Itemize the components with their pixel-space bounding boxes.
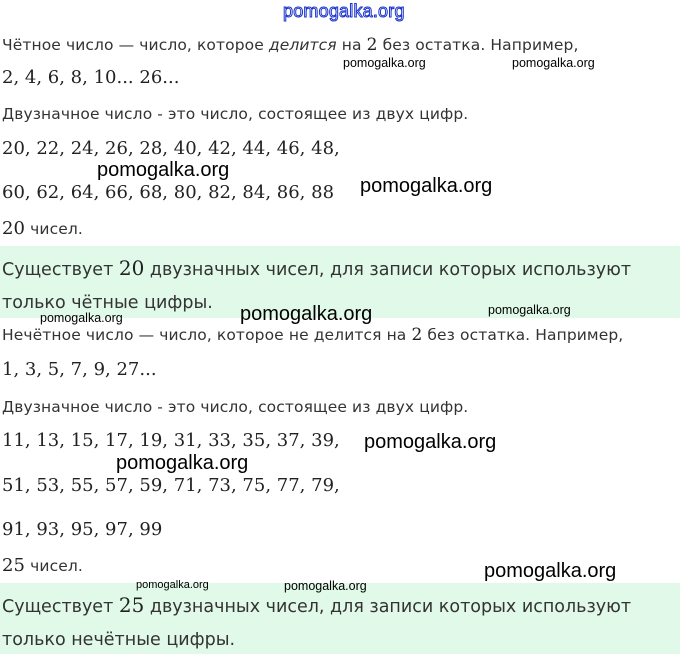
even-two-digit-definition: Двузначное число - это число, состоящее из двух цифр. (2, 105, 469, 123)
watermark: pomogalka.org (488, 303, 571, 317)
even-example: 2, 4, 6, 8, 10... 26... (2, 67, 180, 88)
watermark: pomogalka.org (343, 56, 426, 70)
even-count-word: чисел. (25, 220, 83, 238)
even-answer-num: 20 (118, 256, 145, 280)
odd-answer-line-2: только нечётные цифры. (2, 630, 236, 650)
even-answer-pre: Существует (2, 260, 119, 280)
even-answer-post: двузначных чисел, для записи которых используют (144, 260, 632, 280)
watermark: pomogalka.org (116, 452, 249, 474)
odd-definition (2, 325, 623, 345)
watermark: pomogalka.org (484, 560, 617, 582)
even-answer-line-2: только чётные цифры. (2, 293, 213, 313)
odd-numbers-row-2: 51, 53, 55, 57, 59, 71, 73, 75, 77, 79, (2, 475, 340, 496)
watermark: pomogalka.org (360, 175, 493, 197)
even-definition (2, 35, 579, 55)
even-numbers-row-1: 20, 22, 24, 26, 28, 40, 42, 44, 46, 48, (2, 138, 340, 159)
watermark: pomogalka.org (136, 579, 209, 591)
odd-def-prefix: Нечётное число — число, которое не делится на (2, 326, 412, 344)
watermark: pomogalka.org (40, 311, 123, 325)
odd-answer-post: двузначных чисел, для записи которых используют (144, 597, 632, 617)
even-def-mid: на (336, 36, 367, 54)
odd-numbers-row-3: 91, 93, 95, 97, 99 (2, 519, 163, 540)
even-def-em: делится (268, 36, 337, 54)
odd-def-num: 2 (411, 325, 423, 345)
even-def-suffix: без остатка. Например, (377, 36, 579, 54)
even-count (2, 218, 83, 239)
odd-count-num: 25 (2, 555, 26, 576)
even-numbers-row-2: 60, 62, 64, 66, 68, 80, 82, 84, 86, 88 (2, 182, 335, 203)
odd-answer-num: 25 (118, 593, 145, 617)
watermark: pomogalka.org (364, 431, 497, 453)
odd-example: 1, 3, 5, 7, 9, 27... (2, 359, 157, 380)
odd-answer-line-1 (2, 593, 631, 617)
watermark: pomogalka.org (97, 159, 230, 181)
odd-count (2, 555, 83, 576)
watermark-top: pomogalka.org (283, 1, 405, 21)
watermark: pomogalka.org (284, 579, 367, 593)
even-def-num: 2 (366, 35, 378, 55)
even-answer-line-1 (2, 256, 631, 280)
odd-two-digit-definition: Двузначное число - это число, состоящее из двух цифр. (2, 398, 469, 416)
odd-def-suffix: без остатка. Например, (422, 326, 624, 344)
odd-answer-pre: Существует (2, 597, 119, 617)
watermark: pomogalka.org (512, 56, 595, 70)
odd-numbers-row-1: 11, 13, 15, 17, 19, 31, 33, 35, 37, 39, (2, 430, 340, 451)
even-count-num: 20 (2, 218, 26, 239)
watermark: pomogalka.org (240, 303, 373, 325)
even-def-prefix: Чётное число — число, которое (2, 36, 269, 54)
odd-count-word: чисел. (25, 557, 83, 575)
